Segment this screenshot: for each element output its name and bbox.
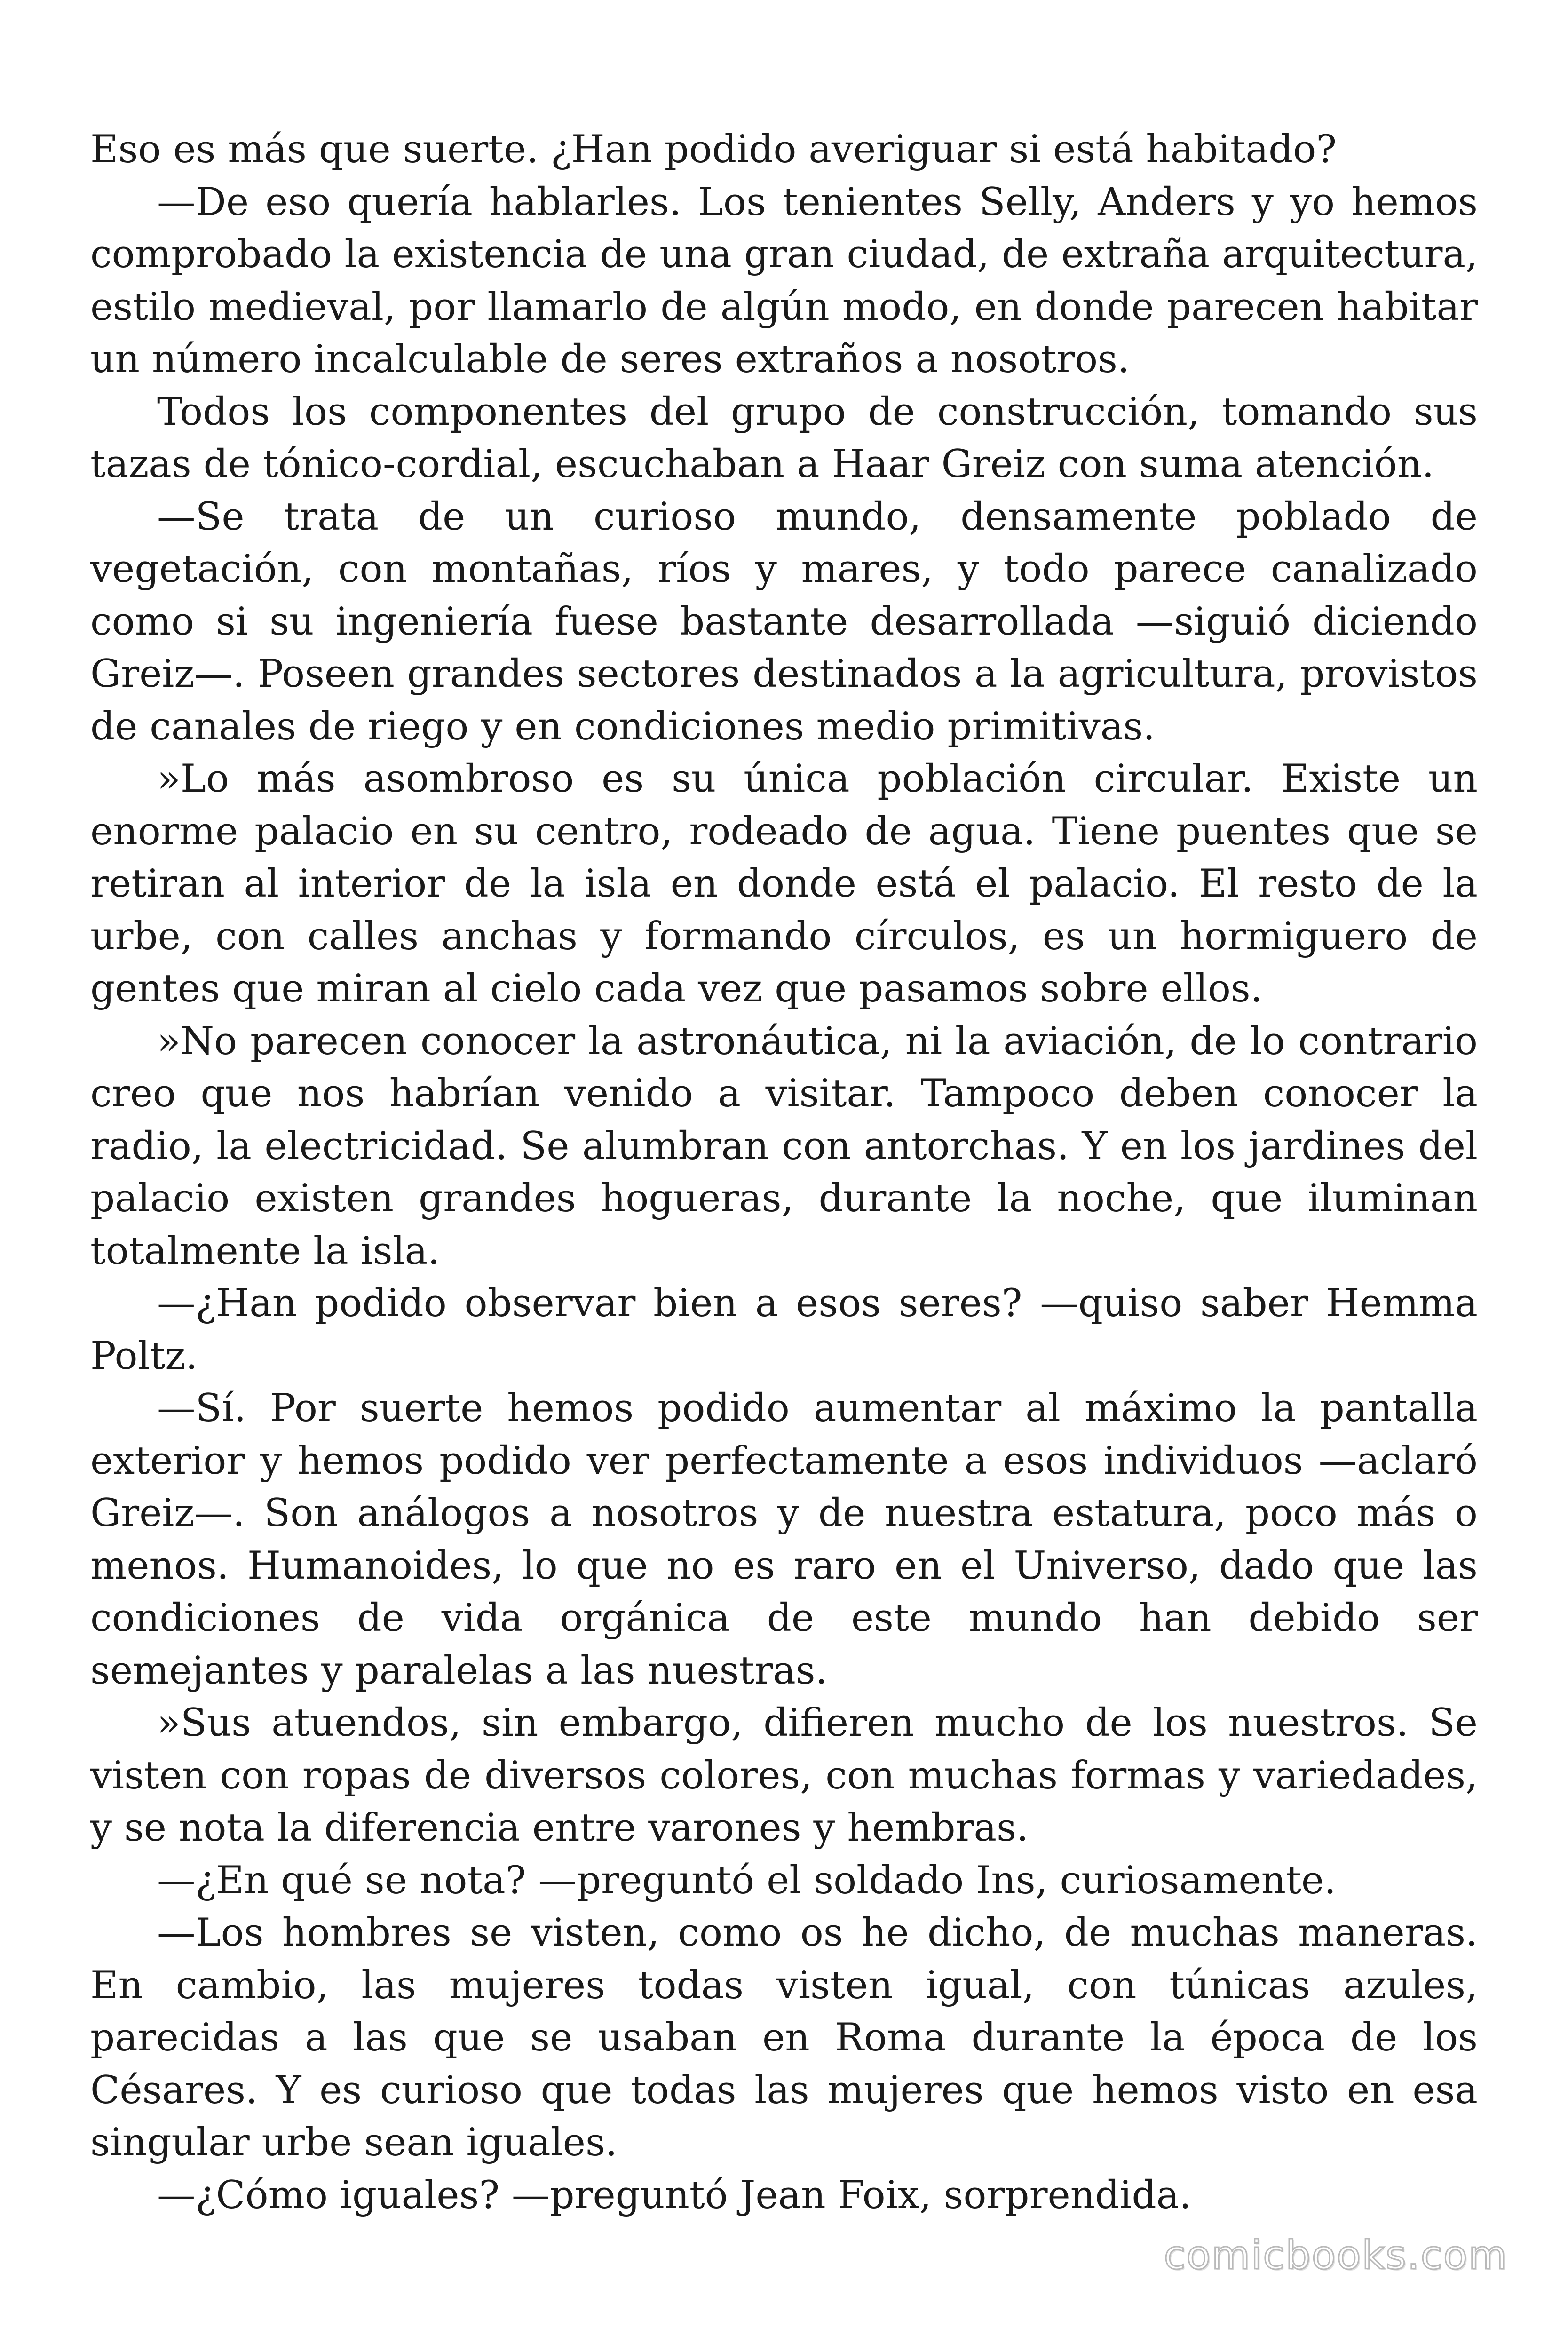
paragraph: —¿Han podido observar bien a esos seres? —quiso saber Hemma Poltz. bbox=[90, 1281, 1478, 1378]
paragraph: —De eso quería hablarles. Los tenientes Selly, Anders y yo hemos comprobado la existencia de una gran ciudad, de extraña arquitectura, estilo medieval, por llamarlo de algún modo, en donde parecen habitar un número incalculable de seres extraños a nosotros. bbox=[90, 179, 1478, 381]
paragraph: »Sus atuendos, sin embargo, difieren mucho de los nuestros. Se visten con ropas de diversos colores, con muchas formas y variedades, y se nota la diferencia entre varones y hembras. bbox=[90, 1700, 1478, 1850]
paragraph: »Lo más asombroso es su única población circular. Existe un enorme palacio en su centro, rodeado de agua. Tiene puentes que se retiran al interior de la isla en donde está el palacio. El resto de la urbe, con calles anchas y formando círculos, es un hormiguero de gentes que miran al cielo cada vez que pasamos sobre ellos. bbox=[90, 756, 1478, 1011]
paragraph: —Se trata de un curioso mundo, densamente poblado de vegetación, con montañas, ríos y mares, y todo parece canalizado como si su ingeniería fuese bastante desarrollada —siguió diciendo Greiz—. Poseen grandes sectores destinados a la agricultura, provistos de canales de riego y en condiciones medio primitivas. bbox=[90, 494, 1478, 749]
paragraph: —¿Cómo iguales? —preguntó Jean Foix, sorprendida. bbox=[157, 2172, 1192, 2217]
paragraph: —Sí. Por suerte hemos podido aumentar al máximo la pantalla exterior y hemos podido ver perfectamente a esos individuos —aclaró Greiz—. Son análogos a nosotros y de nuestra estatura, poco más o menos. Humanoides, lo que no es raro en el Universo, dado que las condiciones de vida orgánica de este mundo han debido ser semejantes y paralelas a las nuestras. bbox=[90, 1386, 1478, 1693]
paragraph: »No parecen conocer la astronáutica, ni la aviación, de lo contrario creo que nos habrían venido a visitar. Tampoco deben conocer la radio, la electricidad. Se alumbran con antorchas. Y en los jardines del palacio existen grandes hogueras, durante la noche, que iluminan totalmente la isla. bbox=[90, 1018, 1478, 1273]
watermark-logo: comicbooks.com bbox=[1164, 2232, 1508, 2278]
paragraph: —Los hombres se visten, como os he dicho, de muchas maneras. En cambio, las mujeres todas visten igual, con túnicas azules, parecidas a las que se usaban en Roma durante la época de los Césares. Y es curioso que todas las mujeres que hemos visto en esa singular urbe sean iguales. bbox=[90, 1910, 1478, 2165]
paragraph: —¿En qué se nota? —preguntó el soldado Ins, curiosamente. bbox=[157, 1858, 1337, 1903]
page-text bbox=[90, 123, 1478, 2221]
paragraph: Eso es más que suerte. ¿Han podido averiguar si está habitado? bbox=[90, 127, 1337, 172]
paragraph: Todos los componentes del grupo de construcción, tomando sus tazas de tónico-cordial, escuchaban a Haar Greiz con suma atención. bbox=[90, 389, 1478, 486]
